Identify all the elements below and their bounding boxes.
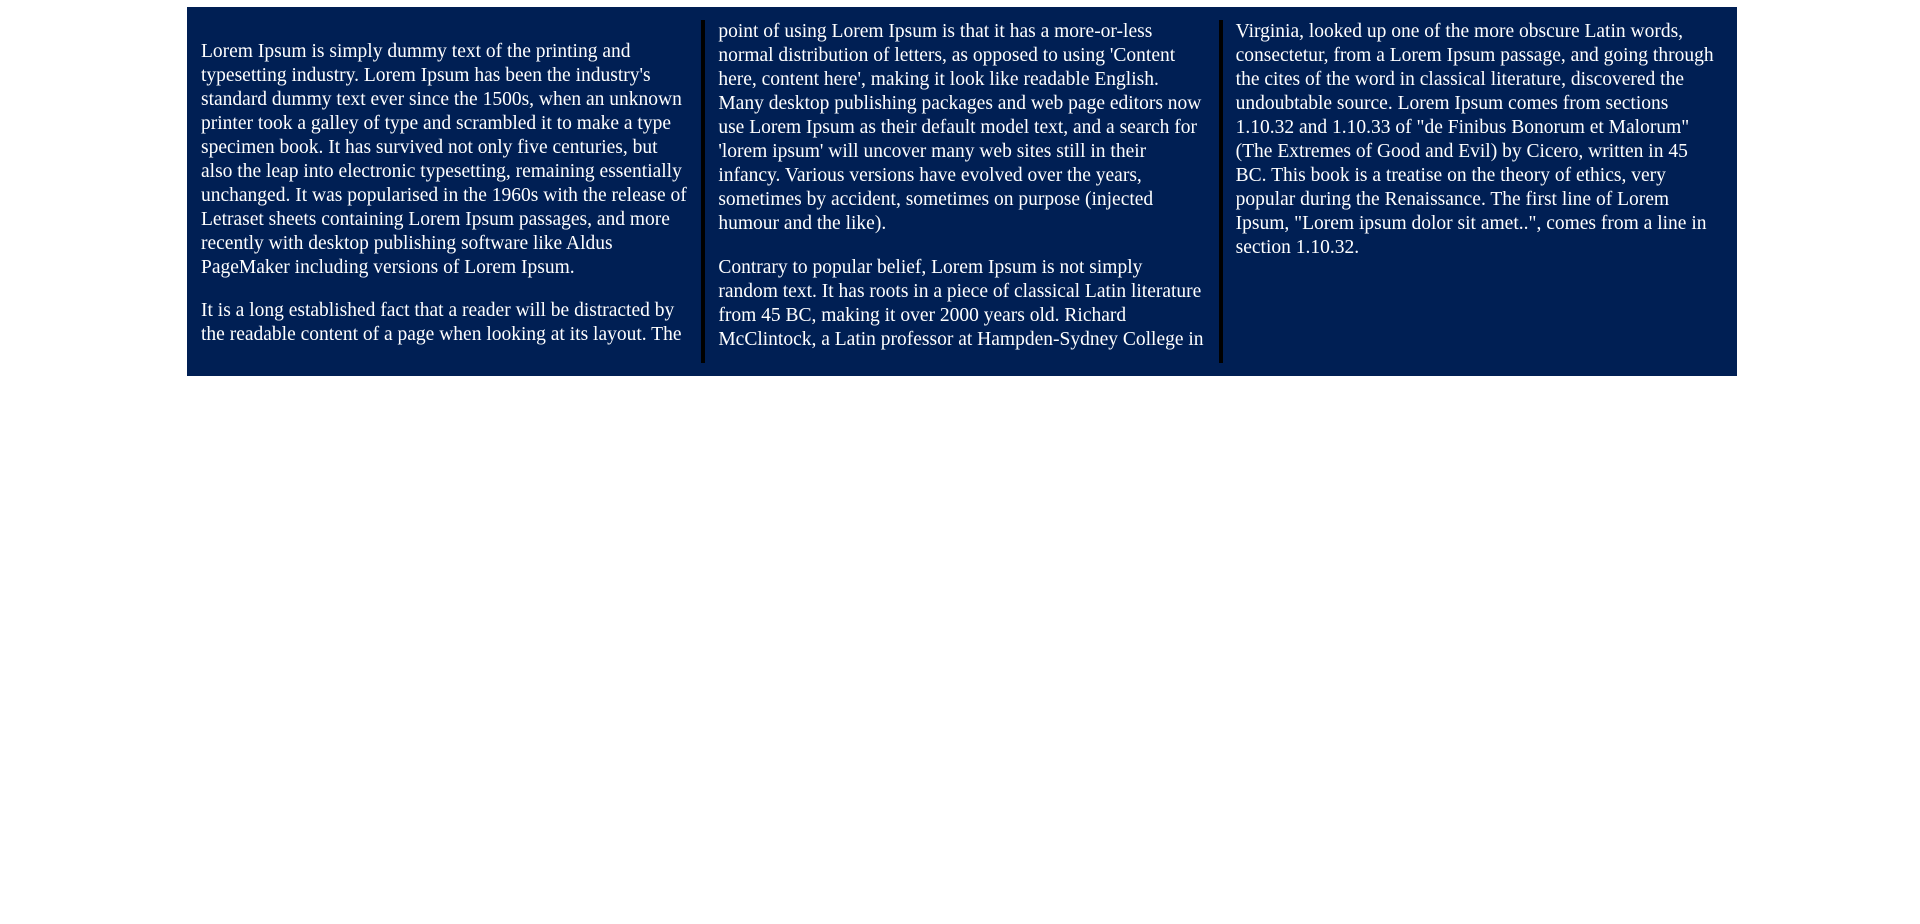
paragraph-readable-content: It is a long established fact that a reader will be distracted by the readable content of a page when looking at its layout. The point of using Lorem Ipsum is that it has a more-or-less normal distribution of letters, as opposed to using 'Content here, content here', making it look like readable English. Many desktop publishing packages and web page editors now use Lorem Ipsum as their default model text, and a search for 'lorem ipsum' will uncover many web sites still in their infancy. Various versions have evolved over the years, sometimes by accident, sometimes on purpose (injected humour and the like). (201, 21, 1202, 345)
paragraph-lorem-ipsum-intro: Lorem Ipsum is simply dummy text of the printing and typesetting industry. Lorem Ipsum has been the industry's standard dummy text ever since the 1500s, when an unknown printer took a galley of type and scrambled it to make a type specimen book. It has survived not only five centuries, but also the leap into electronic typesetting, remaining essentially unchanged. It was popularised in the 1960s with the release of Letraset sheets containing Lorem Ipsum passages, and more recently with desktop publishing software like Aldus PageMaker including versions of Lorem Ipsum. (201, 40, 687, 278)
multi-column-text-panel (187, 7, 1737, 376)
paragraph-contrary-belief: Contrary to popular belief, Lorem Ipsum is not simply random text. It has roots in a piece of classical Latin literature from 45 BC, making it over 2000 years old. Richard McClintock, a Latin professor at Hampden-Sydney College in Virginia, looked up one of the more obscure Latin words, consectetur, from a Lorem Ipsum passage, and going through the cites of the word in classical literature, discovered the undoubtable source. Lorem Ipsum comes from sections 1.10.32 and 1.10.33 of "de Finibus Bonorum et Malorum" (The Extremes of Good and Evil) by Cicero, written in 45 BC. This book is a treatise on the theory of ethics, very popular during the Renaissance. The first line of Lorem Ipsum, "Lorem ipsum dolor sit amet..", comes from a line in section 1.10.32. (718, 21, 1714, 350)
